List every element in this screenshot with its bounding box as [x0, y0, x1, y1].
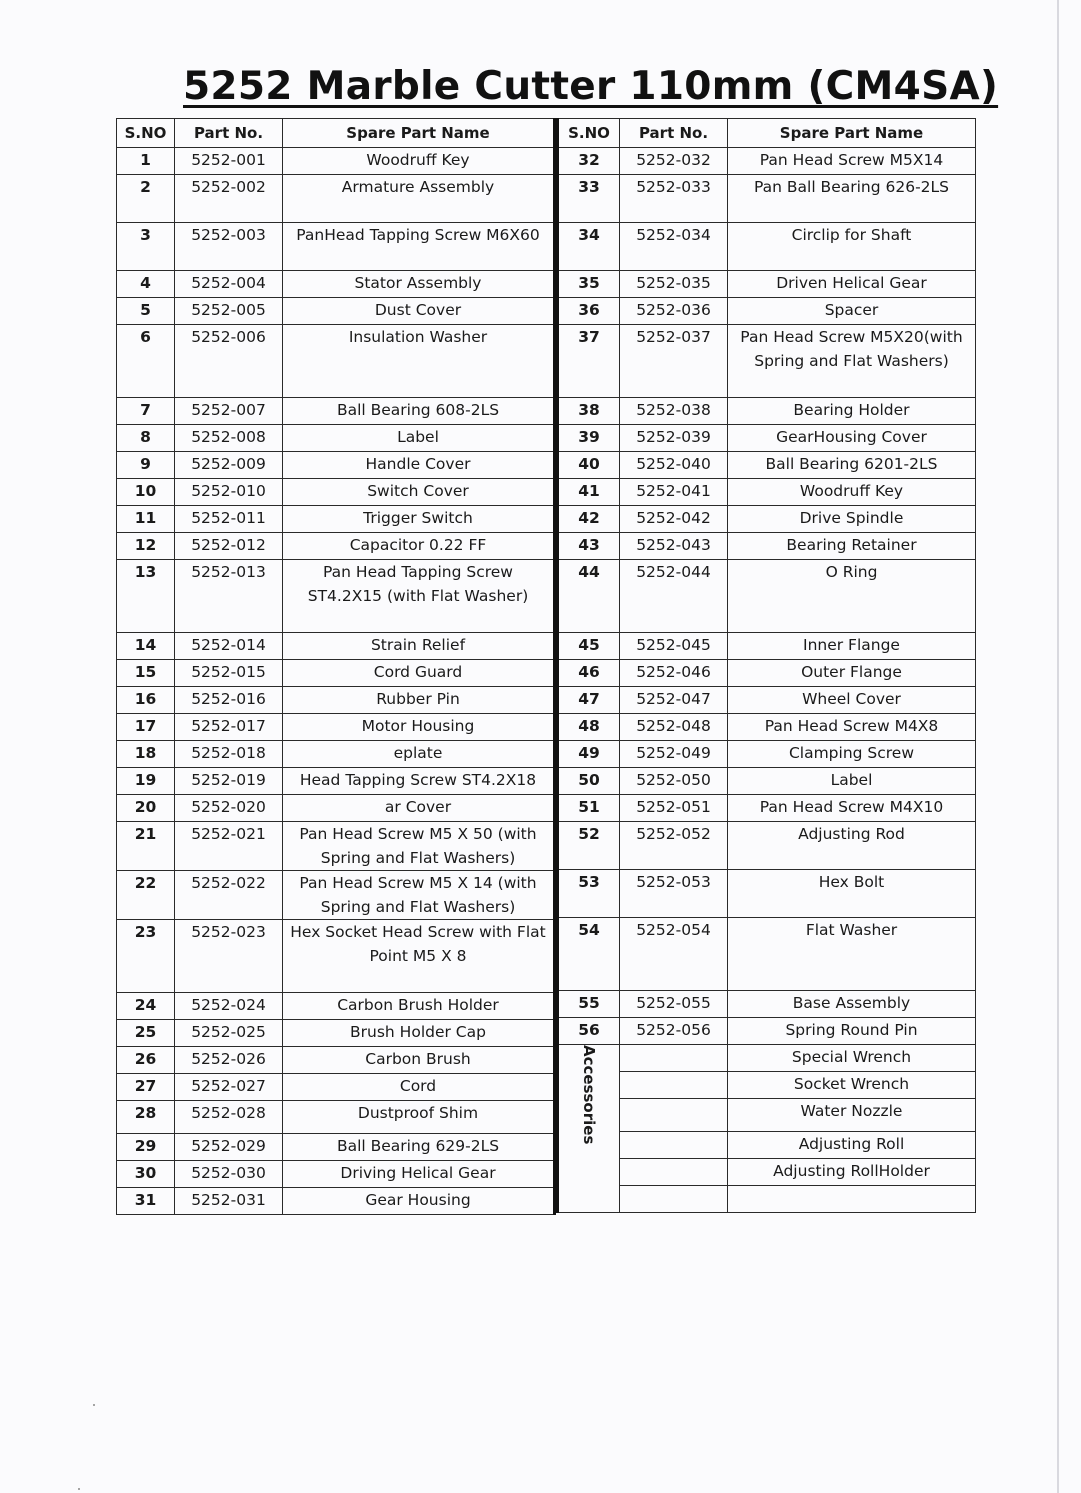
- row-part-name: Pan Head Screw M5 X 14 (with Spring and Flat Washers): [283, 871, 555, 920]
- row-part-no: 5252-032: [620, 148, 728, 175]
- header-part-name: Spare Part Name: [283, 119, 555, 148]
- accessory-name: Adjusting Roll: [728, 1132, 976, 1159]
- row-part-name: Ball Bearing 629-2LS: [283, 1134, 555, 1161]
- row-part-no: 5252-031: [175, 1188, 283, 1215]
- row-sno: 15: [117, 660, 175, 687]
- row-sno: 27: [117, 1074, 175, 1101]
- row-part-name: ar Cover: [283, 795, 555, 822]
- header-part-name: Spare Part Name: [728, 119, 976, 148]
- table-row: [117, 795, 555, 822]
- row-sno: 9: [117, 452, 175, 479]
- row-part-no: 5252-005: [175, 298, 283, 325]
- row-part-name: Driving Helical Gear: [283, 1161, 555, 1188]
- row-sno: 20: [117, 795, 175, 822]
- row-part-name: Armature Assembly: [283, 175, 555, 223]
- table-row: [558, 398, 976, 425]
- row-sno: 24: [117, 993, 175, 1020]
- table-row: [117, 871, 555, 920]
- row-part-name: Dust Cover: [283, 298, 555, 325]
- parts-table-right: [556, 118, 976, 1213]
- row-part-no: 5252-003: [175, 223, 283, 271]
- table-row: [117, 660, 555, 687]
- table-row: [117, 768, 555, 795]
- row-part-no: 5252-002: [175, 175, 283, 223]
- row-part-no: 5252-023: [175, 920, 283, 993]
- row-sno: 19: [117, 768, 175, 795]
- row-part-name: Stator Assembly: [283, 271, 555, 298]
- accessory-row: [558, 1072, 976, 1099]
- row-part-no: 5252-011: [175, 506, 283, 533]
- row-part-name: GearHousing Cover: [728, 425, 976, 452]
- table-row: [558, 560, 976, 633]
- row-part-no: 5252-056: [620, 1018, 728, 1045]
- row-sno: 37: [558, 325, 620, 398]
- row-part-no: 5252-034: [620, 223, 728, 271]
- table-row: [558, 506, 976, 533]
- table-row: [117, 1074, 555, 1101]
- table-row: [558, 714, 976, 741]
- row-part-no: 5252-001: [175, 148, 283, 175]
- row-part-no: 5252-007: [175, 398, 283, 425]
- row-sno: 23: [117, 920, 175, 993]
- header-sno: S.NO: [558, 119, 620, 148]
- table-row: [558, 918, 976, 991]
- table-row: [117, 993, 555, 1020]
- row-part-no: 5252-008: [175, 425, 283, 452]
- row-sno: 32: [558, 148, 620, 175]
- row-part-no: 5252-043: [620, 533, 728, 560]
- table-row: [558, 325, 976, 398]
- row-sno: 22: [117, 871, 175, 920]
- row-part-no: 5252-055: [620, 991, 728, 1018]
- row-sno: 45: [558, 633, 620, 660]
- row-sno: 18: [117, 741, 175, 768]
- table-row: [117, 425, 555, 452]
- row-part-name: Hex Socket Head Screw with Flat Point M5 X 8: [283, 920, 555, 993]
- row-part-no: 5252-027: [175, 1074, 283, 1101]
- row-part-name: Motor Housing: [283, 714, 555, 741]
- row-part-name: Switch Cover: [283, 479, 555, 506]
- row-part-no: 5252-050: [620, 768, 728, 795]
- row-sno: 44: [558, 560, 620, 633]
- row-part-name: Trigger Switch: [283, 506, 555, 533]
- row-part-no: 5252-039: [620, 425, 728, 452]
- row-part-name: Ball Bearing 6201-2LS: [728, 452, 976, 479]
- table-row: [117, 148, 555, 175]
- row-sno: 38: [558, 398, 620, 425]
- table-row: [558, 175, 976, 223]
- table-row: [117, 298, 555, 325]
- row-part-no: 5252-009: [175, 452, 283, 479]
- row-sno: 12: [117, 533, 175, 560]
- row-part-name: Woodruff Key: [728, 479, 976, 506]
- row-part-name: O Ring: [728, 560, 976, 633]
- table-row: [558, 991, 976, 1018]
- accessories-label: Accessories: [580, 1045, 598, 1145]
- row-part-no: 5252-041: [620, 479, 728, 506]
- accessory-part-no: [620, 1099, 728, 1132]
- row-sno: 17: [117, 714, 175, 741]
- row-part-name: Label: [728, 768, 976, 795]
- row-sno: 10: [117, 479, 175, 506]
- row-part-name: Label: [283, 425, 555, 452]
- accessory-name: [728, 1186, 976, 1213]
- table-row: [558, 822, 976, 870]
- accessory-part-no: [620, 1072, 728, 1099]
- row-sno: 55: [558, 991, 620, 1018]
- row-part-no: 5252-024: [175, 993, 283, 1020]
- row-part-name: Dustproof Shim: [283, 1101, 555, 1134]
- row-part-no: 5252-012: [175, 533, 283, 560]
- row-sno: 56: [558, 1018, 620, 1045]
- header-row: [117, 119, 555, 148]
- row-part-name: Handle Cover: [283, 452, 555, 479]
- row-part-name: Bearing Holder: [728, 398, 976, 425]
- row-sno: 50: [558, 768, 620, 795]
- header-part-no: Part No.: [620, 119, 728, 148]
- row-sno: 46: [558, 660, 620, 687]
- table-row: [558, 741, 976, 768]
- table-row: [117, 1188, 555, 1215]
- row-sno: 39: [558, 425, 620, 452]
- row-sno: 40: [558, 452, 620, 479]
- row-sno: 43: [558, 533, 620, 560]
- table-row: [558, 425, 976, 452]
- row-part-no: 5252-026: [175, 1047, 283, 1074]
- row-part-no: 5252-051: [620, 795, 728, 822]
- row-part-name: Woodruff Key: [283, 148, 555, 175]
- row-part-no: 5252-028: [175, 1101, 283, 1134]
- table-row: [558, 223, 976, 271]
- row-sno: 47: [558, 687, 620, 714]
- accessory-row: [558, 1099, 976, 1132]
- row-sno: 42: [558, 506, 620, 533]
- accessory-part-no: [620, 1045, 728, 1072]
- row-part-no: 5252-014: [175, 633, 283, 660]
- table-row: [117, 533, 555, 560]
- row-part-no: 5252-046: [620, 660, 728, 687]
- row-sno: 36: [558, 298, 620, 325]
- row-part-no: 5252-015: [175, 660, 283, 687]
- table-row: [117, 398, 555, 425]
- row-sno: 16: [117, 687, 175, 714]
- row-part-no: 5252-049: [620, 741, 728, 768]
- accessory-row: [558, 1159, 976, 1186]
- row-part-name: Pan Head Screw M4X8: [728, 714, 976, 741]
- scan-speck: [93, 1404, 95, 1406]
- row-part-name: Strain Relief: [283, 633, 555, 660]
- row-part-no: 5252-054: [620, 918, 728, 991]
- scan-speck: [78, 1488, 80, 1490]
- row-sno: 6: [117, 325, 175, 398]
- accessory-row: [558, 1045, 976, 1072]
- row-part-name: Outer Flange: [728, 660, 976, 687]
- table-row: [117, 479, 555, 506]
- row-part-name: Pan Head Screw M5 X 50 (with Spring and Flat Washers): [283, 822, 555, 871]
- row-sno: 49: [558, 741, 620, 768]
- header-row: [558, 119, 976, 148]
- table-row: [117, 687, 555, 714]
- row-sno: 13: [117, 560, 175, 633]
- row-part-no: 5252-004: [175, 271, 283, 298]
- row-sno: 14: [117, 633, 175, 660]
- row-part-name: Carbon Brush: [283, 1047, 555, 1074]
- row-sno: 29: [117, 1134, 175, 1161]
- row-part-name: Drive Spindle: [728, 506, 976, 533]
- table-row: [558, 768, 976, 795]
- row-part-no: 5252-016: [175, 687, 283, 714]
- accessory-name: Adjusting RollHolder: [728, 1159, 976, 1186]
- row-part-name: Cord: [283, 1074, 555, 1101]
- row-sno: 28: [117, 1101, 175, 1134]
- table-row: [117, 633, 555, 660]
- row-part-name: Base Assembly: [728, 991, 976, 1018]
- row-part-name: Driven Helical Gear: [728, 271, 976, 298]
- accessory-part-no: [620, 1132, 728, 1159]
- page-edge: [1057, 0, 1059, 1493]
- row-sno: 3: [117, 223, 175, 271]
- row-sno: 5: [117, 298, 175, 325]
- row-part-name: Ball Bearing 608-2LS: [283, 398, 555, 425]
- table-row: [558, 1018, 976, 1045]
- row-part-no: 5252-021: [175, 822, 283, 871]
- table-row: [117, 741, 555, 768]
- row-sno: 30: [117, 1161, 175, 1188]
- accessory-row: [558, 1186, 976, 1213]
- page-title: 5252 Marble Cutter 110mm (CM4SA): [183, 64, 999, 109]
- row-part-no: 5252-019: [175, 768, 283, 795]
- row-part-no: 5252-052: [620, 822, 728, 870]
- row-part-name: Pan Head Screw M5X14: [728, 148, 976, 175]
- table-row: [558, 298, 976, 325]
- table-row: [117, 920, 555, 993]
- row-part-no: 5252-017: [175, 714, 283, 741]
- accessory-part-no: [620, 1186, 728, 1213]
- header-part-no: Part No.: [175, 119, 283, 148]
- table-row: [117, 223, 555, 271]
- row-part-name: Head Tapping Screw ST4.2X18: [283, 768, 555, 795]
- row-part-no: 5252-036: [620, 298, 728, 325]
- row-part-no: 5252-018: [175, 741, 283, 768]
- row-sno: 11: [117, 506, 175, 533]
- row-part-no: 5252-030: [175, 1161, 283, 1188]
- row-part-name: Flat Washer: [728, 918, 976, 991]
- table-row: [558, 660, 976, 687]
- header-sno: S.NO: [117, 119, 175, 148]
- row-part-no: 5252-033: [620, 175, 728, 223]
- row-part-no: 5252-044: [620, 560, 728, 633]
- table-row: [558, 633, 976, 660]
- table-row: [117, 175, 555, 223]
- row-sno: 26: [117, 1047, 175, 1074]
- row-sno: 41: [558, 479, 620, 506]
- row-part-name: Hex Bolt: [728, 870, 976, 918]
- row-sno: 4: [117, 271, 175, 298]
- row-part-no: 5252-053: [620, 870, 728, 918]
- table-row: [117, 1161, 555, 1188]
- table-row: [558, 687, 976, 714]
- row-part-name: Spacer: [728, 298, 976, 325]
- table-row: [558, 271, 976, 298]
- table-row: [117, 325, 555, 398]
- row-part-name: Pan Head Tapping Screw ST4.2X15 (with Flat Washer): [283, 560, 555, 633]
- row-part-name: Clamping Screw: [728, 741, 976, 768]
- accessory-part-no: [620, 1159, 728, 1186]
- row-sno: 54: [558, 918, 620, 991]
- row-sno: 34: [558, 223, 620, 271]
- row-part-name: Pan Ball Bearing 626-2LS: [728, 175, 976, 223]
- row-part-no: 5252-029: [175, 1134, 283, 1161]
- row-sno: 35: [558, 271, 620, 298]
- table-row: [117, 714, 555, 741]
- row-sno: 7: [117, 398, 175, 425]
- row-part-name: Gear Housing: [283, 1188, 555, 1215]
- row-sno: 25: [117, 1020, 175, 1047]
- table-row: [117, 1047, 555, 1074]
- row-part-name: Bearing Retainer: [728, 533, 976, 560]
- row-part-name: Inner Flange: [728, 633, 976, 660]
- row-part-name: eplate: [283, 741, 555, 768]
- row-part-name: Capacitor 0.22 FF: [283, 533, 555, 560]
- row-part-name: Pan Head Screw M5X20(with Spring and Flat Washers): [728, 325, 976, 398]
- row-part-no: 5252-048: [620, 714, 728, 741]
- row-sno: 1: [117, 148, 175, 175]
- table-row: [558, 479, 976, 506]
- row-part-name: Pan Head Screw M4X10: [728, 795, 976, 822]
- row-part-no: 5252-010: [175, 479, 283, 506]
- row-part-no: 5252-038: [620, 398, 728, 425]
- table-row: [558, 795, 976, 822]
- table-row: [117, 560, 555, 633]
- row-part-name: Wheel Cover: [728, 687, 976, 714]
- row-sno: 21: [117, 822, 175, 871]
- table-row: [558, 452, 976, 479]
- row-part-no: 5252-013: [175, 560, 283, 633]
- table-row: [117, 271, 555, 298]
- row-part-no: 5252-035: [620, 271, 728, 298]
- row-part-name: Insulation Washer: [283, 325, 555, 398]
- row-part-name: Brush Holder Cap: [283, 1020, 555, 1047]
- row-part-name: Adjusting Rod: [728, 822, 976, 870]
- table-row: [117, 822, 555, 871]
- row-part-name: Cord Guard: [283, 660, 555, 687]
- table-row: [117, 1101, 555, 1134]
- row-part-no: 5252-042: [620, 506, 728, 533]
- table-row: [558, 533, 976, 560]
- parts-table-left: [116, 118, 556, 1215]
- row-part-name: PanHead Tapping Screw M6X60: [283, 223, 555, 271]
- row-sno: 8: [117, 425, 175, 452]
- row-sno: 52: [558, 822, 620, 870]
- table-row: [117, 1020, 555, 1047]
- row-part-no: 5252-037: [620, 325, 728, 398]
- row-sno: 48: [558, 714, 620, 741]
- table-row: [558, 870, 976, 918]
- row-part-name: Rubber Pin: [283, 687, 555, 714]
- row-part-no: 5252-022: [175, 871, 283, 920]
- accessory-name: Water Nozzle: [728, 1099, 976, 1132]
- table-row: [117, 1134, 555, 1161]
- row-part-name: Carbon Brush Holder: [283, 993, 555, 1020]
- accessory-row: [558, 1132, 976, 1159]
- row-part-no: 5252-047: [620, 687, 728, 714]
- row-sno: 31: [117, 1188, 175, 1215]
- table-row: [117, 506, 555, 533]
- accessories-label-cell: [558, 1045, 620, 1213]
- row-part-no: 5252-020: [175, 795, 283, 822]
- accessory-name: Special Wrench: [728, 1045, 976, 1072]
- row-part-name: Circlip for Shaft: [728, 223, 976, 271]
- table-row: [558, 148, 976, 175]
- accessory-name: Socket Wrench: [728, 1072, 976, 1099]
- table-row: [117, 452, 555, 479]
- row-part-no: 5252-045: [620, 633, 728, 660]
- row-sno: 33: [558, 175, 620, 223]
- row-sno: 51: [558, 795, 620, 822]
- row-part-no: 5252-006: [175, 325, 283, 398]
- row-part-no: 5252-025: [175, 1020, 283, 1047]
- row-sno: 2: [117, 175, 175, 223]
- row-sno: 53: [558, 870, 620, 918]
- row-part-no: 5252-040: [620, 452, 728, 479]
- row-part-name: Spring Round Pin: [728, 1018, 976, 1045]
